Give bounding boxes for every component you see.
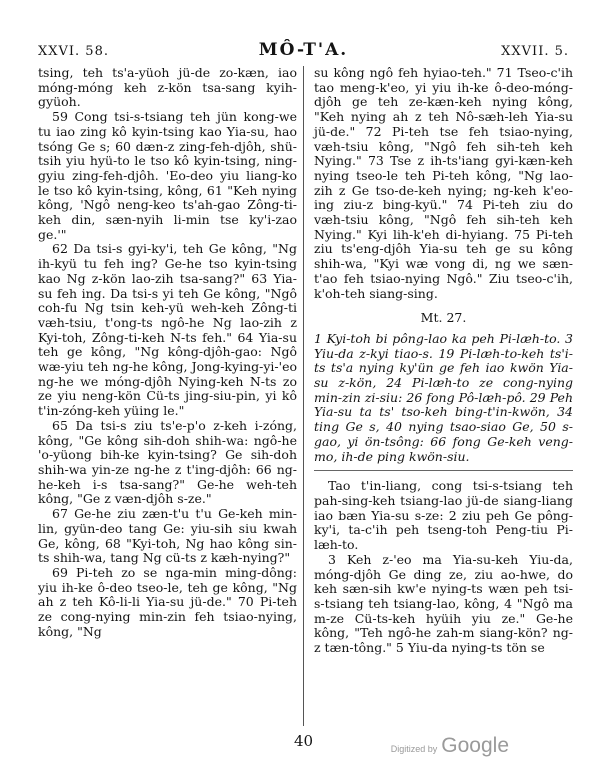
paragraph: 62 Da tsi-s gyi-ky'i, teh Ge kông, "Ng ih-kyü tu feh ing? Ge-he tso kyin-tsing kao Ng z-kön lao-zih tsa-sang?" 63 Yia-su feh ing. Da tsi-s yi teh Ge kông, "Ngô coh-fu Ng tsin keh-yü weh-keh Zông-ti væh-tsiu, t'ong-ts ngô-he Ng lao-zih z Kyi-toh, Zông-ti-keh N-ts feh." 64 Yia-su teh ge kông, "Ng kông-djôh-gao: Ngô wæ-yiu teh ng-he kông, Jong-kying-yi-'eo ng-he we móng-djôh Nying-keh N-ts zo ze yiu neng-kön Cü-ts jing-siu-pin, yi kô t'in-zóng-keh yüing le." [38, 241, 297, 419]
paragraph: Tao t'in-liang, cong tsi-s-tsiang teh pah-sing-keh tsiang-lao jü-de siang-liang iao bæn Yia-su s-ze: 2 ziu peh Ge pông-ky'i, ta-c'ih peh tseng-toh Peng-tiu Pi-læh-to. [314, 478, 573, 553]
chapter-summary: 1 Kyi-toh bi pông-lao ka peh Pi-læh-to. 3 Yiu-da z-kyi tiao-s. 19 Pi-læh-to-keh ts'i-ts ts'a nying ky'ün ge feh iao kwön Yia-su z-kön, 24 Pi-læh-to ze cong-nying min-zin zi-siu: 26 fong Pô-læh-pô. 29 Peh Yia-su ta ts' tso-keh bing-t'in-kwön, 34 ting Ge s, 40 nying tsao-siao Ge, 50 s-gao, yi ön-tsông: 66 fong Ge-keh veng-mo, ih-de ping kwön-siu. [314, 330, 573, 464]
digitized-by-text: Digitized by [390, 744, 438, 754]
page-number: 40 [293, 732, 314, 750]
paragraph: 3 Keh z-'eo ma Yia-su-keh Yiu-da, móng-djôh Ge ding ze, ziu ao-hwe, do keh sæn-sih kw'e nying-ts wæn peh tsi-s-tsiang teh tsiang-lao, kông, 4 "Ngô ma m-ze Cü-ts-keh hyüih yiu ze." Ge-he kông, "Teh ngô-he zah-m siang-kön? ng-z tæn-tông." 5 Yiu-da nying-ts tön se [314, 551, 573, 656]
column-divider [303, 66, 304, 726]
paragraph: 65 Da tsi-s ziu ts'e-p'o z-keh i-zóng, kông, "Ge kông sih-doh shih-wa: ngô-he 'o-yüong bih-ke kyin-tsing? Ge sih-doh shih-wa yin-ze ng-he z t'ing-djôh: 66 ng-he-keh i-s tsa-sang?" Ge-he weh-teh kông, "Ge z væn-djôh s-ze." [38, 417, 297, 507]
page-header [34, 40, 573, 62]
google-logo-text: Google [441, 734, 509, 757]
left-column [38, 66, 297, 639]
chapter-heading: Mt. 27. [420, 310, 467, 326]
paragraph: 67 Ge-he ziu zæn-t'u t'u Ge-keh min-lin, gyün-deo tang Ge: yiu-sih siu kwah Ge, kông, 68 "Kyi-toh, Ng hao kông sin-ts shih-wa, tang Ng cü-ts z kæh-nying?" [38, 506, 297, 566]
paragraph: su kông ngô feh hyiao-teh." 71 Tseo-c'ih tao meng-k'eo, yi yiu ih-ke ô-deo-móng-djôh ge teh ze-kæn-keh nying kông, "Keh nying ah z teh Nô-sæh-leh Yia-su jü-de." 72 Pi-teh tse feh tsiao-nying, væh-tsiu kông, "Ngô feh sih-teh keh Nying." 73 Tse z ih-ts'iang gyi-kæn-keh nying tseo-le teh Pi-teh kông, "Ng lao-zih z Ge tso-de-keh nying; ng-keh k'eo-ing ziu-z bing-kyü." 74 Pi-teh ziu do væh-tsiu kông, "Ngô feh sih-teh keh Nying." Kyi lih-k'eh di-hyiang. 75 Pi-teh ziu ts'eng-djôh Yia-su teh ge su kông shih-wa, "Kyi wæ vong di, ng we sæn-t'ao feh tsiao-nying Ngô." Ziu tseo-c'ih, k'oh-teh siang-sing. [314, 65, 573, 301]
chapter-verse-right: XXVII. 5. [501, 44, 569, 59]
book-title: MÔ-T'A. [258, 40, 349, 60]
paragraph: 59 Cong tsi-s-tsiang teh jün kong-we tu iao zing kô kyin-tsing kao Yia-su, hao tsóng Ge s; 60 dæn-z zing-feh-djôh, shü-tsih yiu hyü-to le tso kô kyin-tsing, ning-gyiu zing-feh-djôh. 'Eo-deo yiu liang-ko le tso kô kyin-tsing, kông, 61 "Keh nying kông, 'Ngô neng-keo ts'ah-gao Zông-ti-keh din, sæn-nyih li-min tse ky'i-zao ge.'" [38, 109, 297, 242]
paragraph: tsing, teh ts'a-yüoh jü-de zo-kæn, iao móng-móng keh z-kön tsa-sang kyih-gyüoh. [38, 65, 297, 110]
paragraph: 69 Pi-teh zo se nga-min ming-dông: yiu ih-ke ô-deo tseo-le, teh ge kông, "Ng ah z teh Kô-li-li Yia-su jü-de." 70 Pi-teh ze cong-nying min-zin feh tsiao-nying, kông, "Ng [38, 564, 297, 639]
section-rule [314, 470, 573, 471]
chapter-verse-left: XXVI. 58. [38, 44, 109, 59]
right-column [314, 66, 573, 656]
digitized-watermark [391, 734, 509, 758]
